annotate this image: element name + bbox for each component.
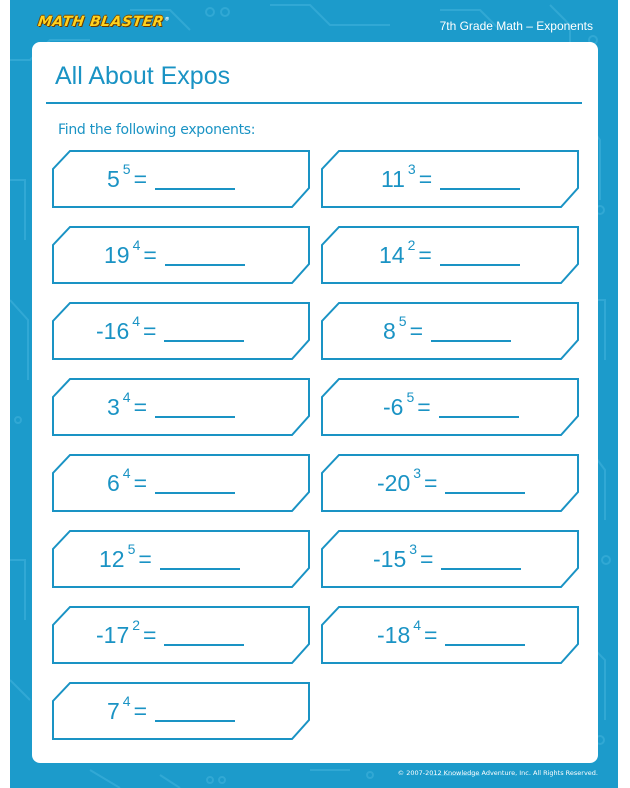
base-number: 7 [107,697,120,724]
problem-box [52,378,310,436]
exponent-expression [377,454,525,512]
base-number: -16 [96,317,130,344]
exponent-number: 3 [413,465,422,481]
answer-blank[interactable] [155,476,235,494]
math-blaster-logo [37,14,171,30]
exponent-number: 4 [122,465,131,481]
base-number: -17 [96,621,130,648]
exponent-number: 4 [132,237,141,253]
equals-sign: = [424,469,438,496]
answer-blank[interactable] [165,248,245,266]
instructions: Find the following exponents: [58,122,256,138]
problem-box [52,226,310,284]
equals-sign: = [138,545,152,572]
title-divider [46,102,582,104]
equals-sign: = [418,241,432,268]
equals-sign: = [418,165,433,192]
base-number: 12 [99,545,125,572]
answer-blank[interactable] [439,400,519,418]
exponent-number: 4 [132,313,141,329]
equals-sign: = [143,317,157,344]
grade-topic-label: 7th Grade Math – Exponents [439,19,593,33]
base-number: 8 [383,317,396,344]
equals-sign: = [424,621,438,648]
equals-sign: = [143,241,157,268]
problem-box [52,454,310,512]
equals-sign: = [133,393,148,420]
answer-blank[interactable] [431,324,511,342]
equals-sign: = [420,545,434,572]
exponent-number: 3 [409,541,418,557]
answer-blank[interactable] [445,628,525,646]
exponent-expression [383,378,519,436]
problem-box [321,226,579,284]
equals-sign: = [133,165,148,192]
exponent-expression [107,682,235,740]
answer-blank[interactable] [440,172,520,190]
problem-box [52,682,310,740]
exponent-number: 4 [122,389,131,405]
problem-box [52,150,310,208]
exponent-number: 5 [406,389,415,405]
answer-blank[interactable] [440,248,520,266]
exponent-expression [107,150,235,208]
problem-box [321,150,579,208]
exponent-expression [96,302,244,360]
base-number: 11 [381,165,405,192]
problem-box [321,454,579,512]
logo-text: MATH BLASTER [36,14,166,30]
problem-box [321,606,579,664]
answer-blank[interactable] [155,400,235,418]
answer-blank[interactable] [155,172,235,190]
exponent-number: 5 [398,313,407,329]
equals-sign: = [143,621,157,648]
base-number: 14 [379,241,405,268]
exponent-expression [383,302,511,360]
problem-box [321,302,579,360]
base-number: -20 [377,469,411,496]
problem-box [321,378,579,436]
exponent-number: 2 [407,237,416,253]
exponent-expression [381,150,520,208]
problem-box [52,606,310,664]
exponent-number: 5 [127,541,136,557]
copyright: © 2007-2012 Knowledge Adventure, Inc. All Rights Reserved. [397,769,598,777]
base-number: 6 [107,469,120,496]
equals-sign: = [133,469,148,496]
answer-blank[interactable] [441,552,521,570]
base-number: -6 [383,393,404,420]
exponent-expression [379,226,520,284]
answer-blank[interactable] [164,324,244,342]
base-number: 19 [104,241,130,268]
exponent-expression [99,530,240,588]
exponent-number: 3 [407,161,416,177]
exponent-expression [377,606,525,664]
problem-box [321,530,579,588]
problem-box [52,530,310,588]
base-number: -15 [373,545,407,572]
exponent-number: 2 [132,617,141,633]
exponent-number: 5 [122,161,131,177]
equals-sign: = [133,697,148,724]
answer-blank[interactable] [160,552,240,570]
worksheet-title: All About Expos [55,62,231,90]
answer-blank[interactable] [164,628,244,646]
exponent-number: 4 [122,693,131,709]
registered-mark: ® [163,16,171,23]
base-number: -18 [377,621,411,648]
equals-sign: = [409,317,424,344]
exponent-expression [373,530,521,588]
answer-blank[interactable] [445,476,525,494]
base-number: 5 [107,165,120,192]
exponent-expression [107,454,235,512]
exponent-expression [107,378,235,436]
base-number: 3 [107,393,120,420]
equals-sign: = [417,393,431,420]
answer-blank[interactable] [155,704,235,722]
exponent-expression [96,606,244,664]
problem-box [52,302,310,360]
exponent-number: 4 [413,617,422,633]
exponent-expression [104,226,245,284]
